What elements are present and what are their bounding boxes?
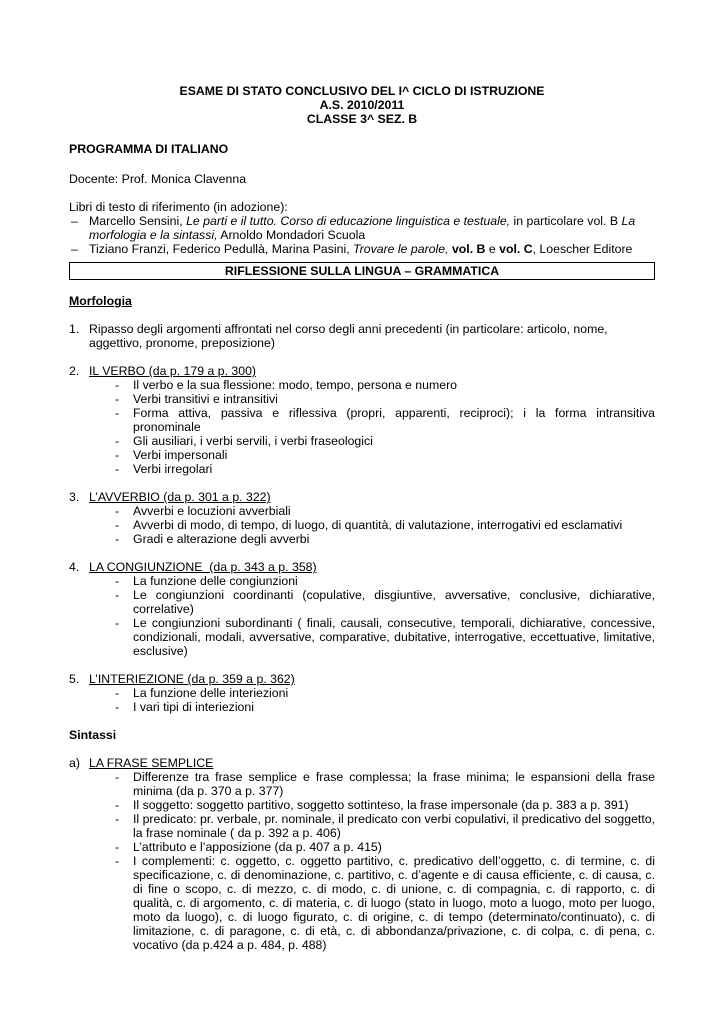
book-subtitle: La morfologia e la sintassi,	[89, 214, 636, 242]
item-text: Ripasso degli argomenti affrontati nel corso degli anni precedenti (in particolare: articolo, nome, aggettivo, pronome, preposizione)	[89, 322, 608, 350]
dash-marker: -	[115, 798, 120, 812]
list-item	[69, 672, 655, 686]
program-title: PROGRAMMA DI ITALIANO	[69, 142, 229, 156]
item-number: 2.	[69, 364, 80, 378]
book-volume: in particolare vol. B	[510, 214, 622, 228]
list-item	[69, 756, 655, 770]
sub-item-text: Gradi e alterazione degli avverbi	[133, 532, 310, 546]
books-intro: Libri di testo di riferimento (in adozione):	[69, 200, 288, 214]
dash-marker: –	[71, 214, 78, 228]
book-publisher: , Loescher Editore	[532, 242, 633, 256]
sub-item-text: Avverbi di modo, di tempo, di luogo, di quantità, di valutazione, interrogativi ed esclamativi	[133, 518, 623, 532]
sub-item	[69, 840, 655, 854]
teacher-line: Docente: Prof. Monica Clavenna	[69, 172, 247, 186]
list-item	[69, 364, 655, 378]
item-number: 1.	[69, 322, 80, 336]
list-item	[69, 560, 655, 574]
item-number: 4.	[69, 560, 80, 574]
dash-marker: -	[115, 504, 120, 518]
sub-item-text: La funzione delle interiezioni	[133, 686, 289, 700]
document-page	[69, 84, 655, 952]
book-volume-b: vol. B	[451, 242, 486, 256]
sub-item-text: Le congiunzioni coordinanti (copulative, disgiuntive, avversative, conclusive, dichiarative, correlative)	[133, 588, 655, 616]
sub-item-text: Verbi transitivi e intransitivi	[133, 392, 278, 406]
dash-marker: –	[71, 242, 78, 256]
dash-marker: -	[115, 588, 120, 602]
dash-marker: -	[115, 378, 120, 392]
sub-item-text: Le congiunzioni subordinanti ( finali, causali, consecutive, temporali, dichiarative, concessive, condizionali, modali, avversative, comparative, dubitative, interrogative, eccettuative, limitative, esclusive)	[133, 616, 655, 658]
sub-item	[69, 574, 655, 588]
dash-marker: -	[115, 448, 120, 462]
book-volume-c: vol. C	[499, 242, 533, 256]
dash-marker: -	[115, 462, 120, 476]
dash-marker: -	[115, 812, 120, 826]
dash-marker: -	[115, 854, 120, 868]
dash-marker: -	[115, 770, 120, 784]
sub-item-text: Avverbi e locuzioni avverbiali	[133, 504, 291, 518]
item-title: LA FRASE SEMPLICE	[89, 756, 214, 770]
sub-item	[69, 700, 655, 714]
exam-title: ESAME DI STATO CONCLUSIVO DEL I^ CICLO DI ISTRUZIONE	[179, 84, 545, 98]
dash-marker: -	[115, 574, 120, 588]
item-title: LA CONGIUNZIONE (da p. 343 a p. 358)	[89, 560, 317, 574]
item-number: 3.	[69, 490, 80, 504]
school-year: A.S. 2010/2011	[319, 98, 405, 112]
sub-item	[69, 798, 655, 812]
morfologia-heading: Morfologia	[69, 294, 132, 308]
item-title: L’INTERIEZIONE (da p. 359 a p. 362)	[89, 672, 295, 686]
sub-item	[69, 854, 655, 952]
dash-marker: -	[115, 406, 120, 420]
sub-item-text: Forma attiva, passiva e riflessiva (propri, apparenti, reciproci); i la forma intransitiva pronominale	[133, 406, 655, 434]
sub-item	[69, 812, 655, 840]
sub-item	[69, 518, 655, 532]
book-item-2	[69, 242, 655, 256]
sub-item-text: L’attributo e l’apposizione (da p. 407 a p. 415)	[133, 840, 382, 854]
sub-item-text: I vari tipi di interiezioni	[133, 700, 254, 714]
sub-item-text: Il soggetto: soggetto partitivo, soggetto sottinteso, la frase impersonale (da p. 383 a p. 391)	[133, 798, 629, 812]
book-item-1	[69, 214, 655, 242]
sub-item	[69, 392, 655, 406]
class-section: CLASSE 3^ SEZ. B	[306, 112, 418, 126]
sintassi-heading: Sintassi	[69, 728, 117, 742]
sub-item-text: La funzione delle congiunzioni	[133, 574, 298, 588]
list-item	[69, 322, 655, 350]
sub-item-text: Il verbo e la sua flessione: modo, tempo, persona e numero	[133, 378, 458, 392]
sub-item	[69, 616, 655, 658]
sub-item-text: Gli ausiliari, i verbi servili, i verbi fraseologici	[133, 434, 373, 448]
sub-item	[69, 448, 655, 462]
sub-item	[69, 434, 655, 448]
dash-marker: -	[115, 434, 120, 448]
item-title: IL VERBO (da p. 179 a p. 300)	[89, 364, 257, 378]
dash-marker: -	[115, 700, 120, 714]
item-number: 5.	[69, 672, 80, 686]
item-title: L’AVVERBIO (da p. 301 a p. 322)	[89, 490, 271, 504]
sub-item	[69, 532, 655, 546]
dash-marker: -	[115, 518, 120, 532]
dash-marker: -	[115, 686, 120, 700]
sub-item-text: I complementi: c. oggetto, c. oggetto partitivo, c. predicativo dell’oggetto, c. di termine, c. di specificazione, c. di denominazione, c. partitivo, c. d’agente e di causa efficiente, c. di causa, c. di fine o scopo, c. di mezzo, c. di modo, c. di unione, c. di compagnia, c. di rapporto, c. di qualità, c. di argomento, c. di materia, c. di luogo (stato in luogo, moto a luogo, moto per luogo, moto da luogo), c. di luogo figurato, c. di origine, c. di tempo (determinato/continuato), c. di limitazione, c. di paragone, c. di età, c. di abbondanza/privazione, c. di colpa, c. di pena, c. vocativo (da p.424 a p. 484, p. 488)	[133, 854, 655, 952]
book-publisher: Arnoldo Mondadori Scuola	[217, 228, 366, 242]
dash-marker: -	[115, 392, 120, 406]
sub-item	[69, 686, 655, 700]
book-title: Le parti e il tutto. Corso di educazione linguistica e testuale,	[186, 214, 511, 228]
sub-item	[69, 504, 655, 518]
section-box-title: RIFLESSIONE SULLA LINGUA – GRAMMATICA	[69, 262, 655, 280]
sub-item	[69, 588, 655, 616]
dash-marker: -	[115, 532, 120, 546]
dash-marker: -	[115, 840, 120, 854]
sub-item-text: Il predicato: pr. verbale, pr. nominale, il predicato con verbi copulativi, il predicativo del soggetto, la frase nominale ( da p. 392 a p. 406)	[133, 812, 655, 840]
dash-marker: -	[115, 616, 120, 630]
sub-item	[69, 378, 655, 392]
book-title: Trovare le parole,	[353, 242, 449, 256]
sub-item-text: Differenze tra frase semplice e frase complessa; la frase minima; le espansioni della frase minima (da p. 370 a p. 377)	[133, 770, 655, 798]
sub-item-text: Verbi irregolari	[133, 462, 213, 476]
list-item	[69, 490, 655, 504]
sub-item-text: Verbi impersonali	[133, 448, 228, 462]
sub-item	[69, 770, 655, 798]
sub-item	[69, 406, 655, 434]
sub-item	[69, 462, 655, 476]
book-authors: Tiziano Franzi, Federico Pedullà, Marina Pasini,	[89, 242, 354, 256]
conjunction: e	[485, 242, 500, 256]
book-author: Marcello Sensini,	[89, 214, 187, 228]
item-number: a)	[69, 756, 80, 770]
